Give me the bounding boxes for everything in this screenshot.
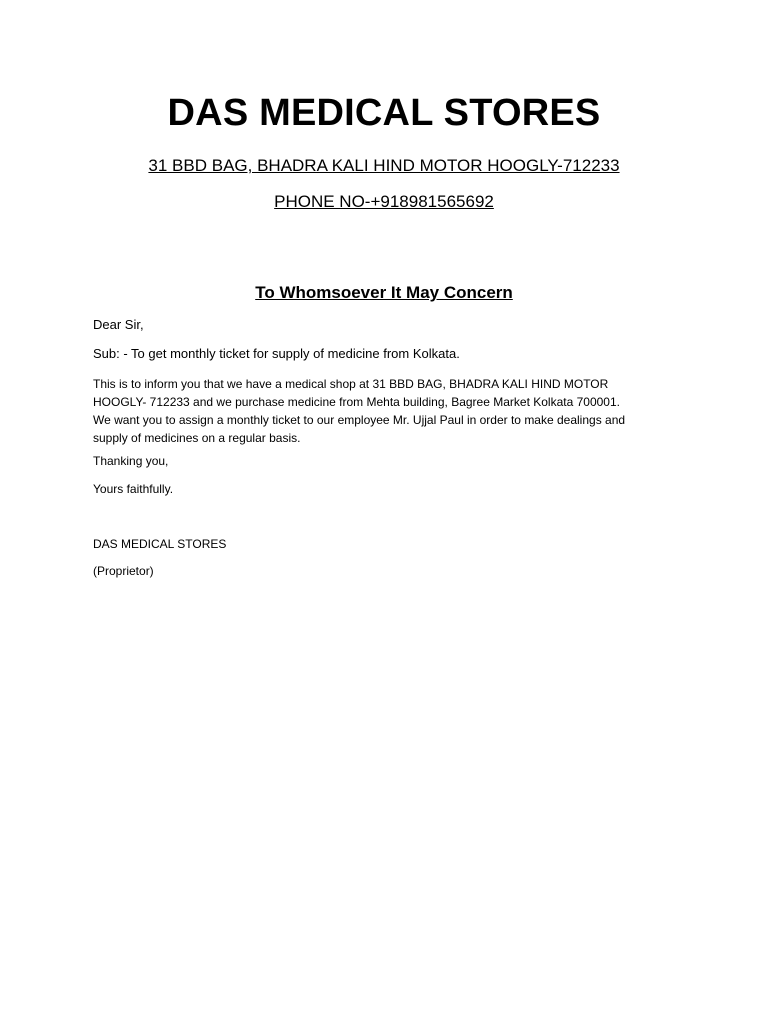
body-line: HOOGLY- 712233 and we purchase medicine from Mehta building, Bagree Market Kolkata 700001. (93, 395, 620, 409)
salutation: Dear Sir, (93, 317, 144, 332)
company-address: 31 BBD BAG, BHADRA KALI HIND MOTOR HOOGLY-712233 (148, 156, 620, 175)
letter-body (93, 375, 693, 447)
closing-line: Yours faithfully. (93, 482, 174, 496)
signature-role: (Proprietor) (93, 564, 154, 578)
body-line: We want you to assign a monthly ticket to our employee Mr. Ujjal Paul in order to make dealings and (93, 413, 626, 427)
body-line: This is to inform you that we have a medical shop at 31 BBD BAG, BHADRA KALI HIND MOTOR (93, 377, 609, 391)
company-name: DAS MEDICAL STORES (167, 92, 601, 134)
letter-heading: To Whomsoever It May Concern (255, 283, 513, 302)
body-line: supply of medicines on a regular basis. (93, 431, 301, 445)
company-phone: PHONE NO-+918981565692 (274, 192, 494, 211)
thanks-line: Thanking you, (93, 454, 169, 468)
subject-line: Sub: - To get monthly ticket for supply of medicine from Kolkata. (93, 346, 460, 361)
signature-company: DAS MEDICAL STORES (93, 537, 227, 551)
